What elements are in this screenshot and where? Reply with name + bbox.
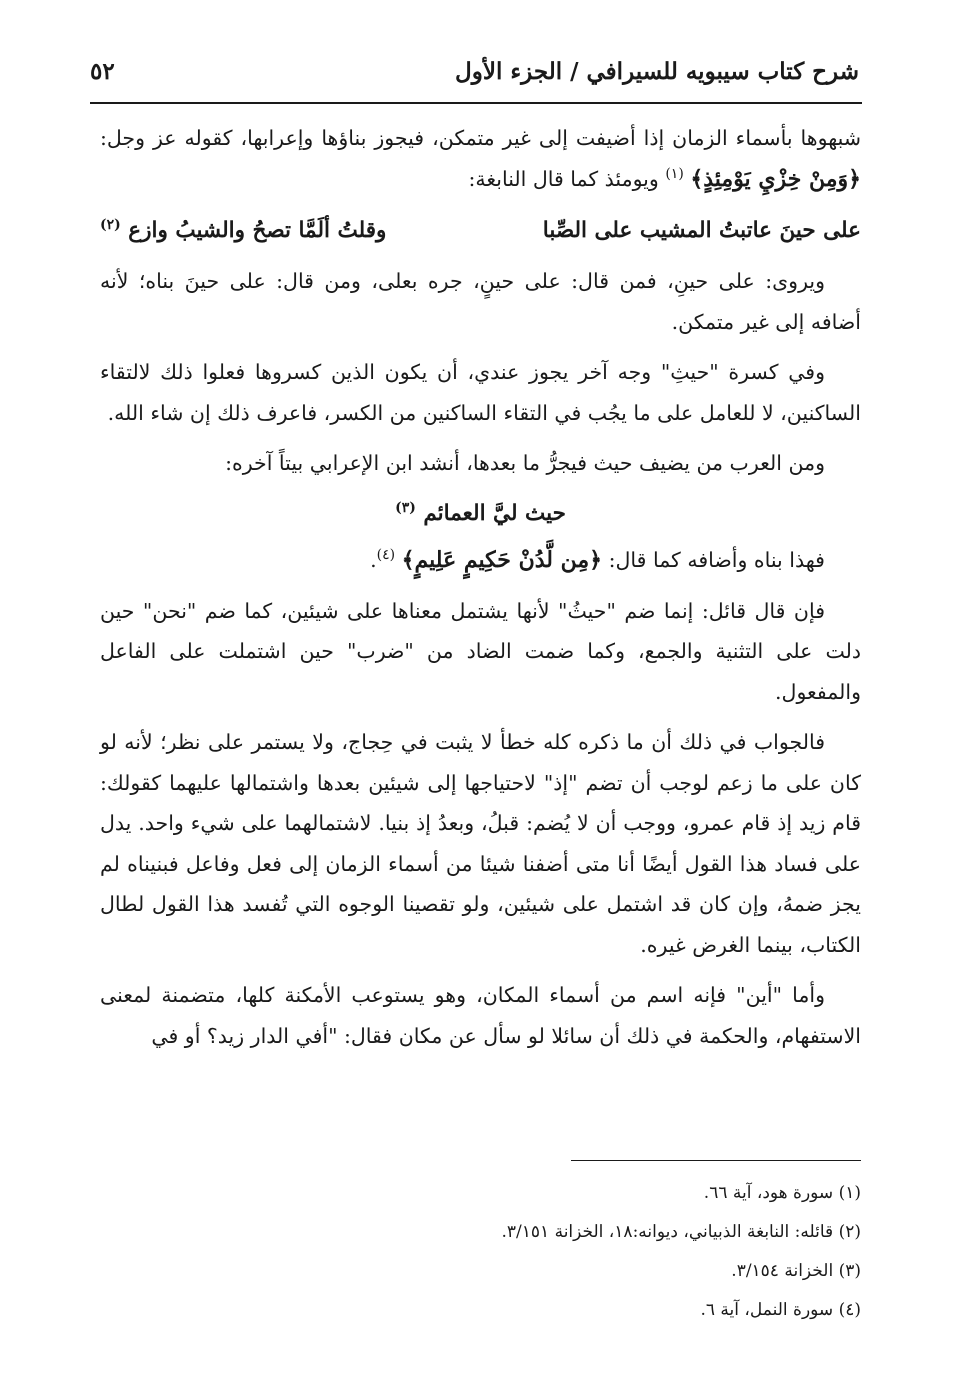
footnote-4: (٤) سورة النمل، آية ٦. <box>700 1300 861 1320</box>
running-title: شرح كتاب سيبويه للسيرافي / الجزء الأول <box>455 57 859 85</box>
paragraph-2: ويروى: على حينِ، فمن قال: على حينٍ، جره بعلى، ومن قال: على حينَ بناه؛ لأنه أضافه إلى غير متمكن. <box>100 269 861 334</box>
footnote-rule <box>571 1160 861 1161</box>
paragraph-3: وفي كسرة "حيثِ" وجه آخر يجوز عندي، أن يكون الذين كسروها فعلوا ذلك لالتقاء الساكنين، لا للعامل على ما يجُب في التقاء الساكنين من الكسر، فاعرف ذلك إن شاء الله. <box>100 360 861 425</box>
paragraph-6: فإن قال قائل: إنما ضم "حيثُ" لأنها يشتمل معناها على شيئين، كما ضم "نحن" حين دلت على التثنية والجمع، وكما ضمت الضاد من "ضرب" حين اشتملت على الفاعل والمفعول. <box>100 598 861 704</box>
footnote-3: (٣) الخزانة ٣/١٥٤. <box>731 1261 861 1281</box>
poem-hemistich-right: على حينَ عاتبتُ المشيب على الصِّبا <box>542 218 861 243</box>
paragraph-8: وأما "أين" فإنه اسم من أسماء المكان، وهو يستوعب الأمكنة كلها، متضمنة لمعنى الاستفهام، والحكمة في ذلك أن سائلا لو سأل عن مكان فقال: "أفي الدار زيد؟ أو في <box>100 983 861 1048</box>
page-header <box>90 50 859 92</box>
quran-quote-1: ﴿وَمِنْ خِزْيِ يَوْمِئِذٍ﴾ <box>690 165 861 192</box>
footnote-2: (٢) قائله: النابغة الذبياني، ديوانه:١٨، الخزانة ٣/١٥١. <box>501 1222 861 1242</box>
verse-fragment: حيث ليَّ العمائم $^{(٣)}$ <box>395 499 566 526</box>
quran-quote-2: ﴿مِن لَّدُنْ حَكِيمٍ عَلِيمٍ﴾ <box>401 547 603 573</box>
footnotes <box>300 1174 861 1330</box>
poem-hemistich-left: وقلتُ ألَمَّا تصحُ والشيبُ وازع $^{(٢)}$ <box>100 216 387 243</box>
footnote-ref-3: (٣) <box>395 499 416 516</box>
page-number: ٥٢ <box>90 57 115 85</box>
footnote-ref-2: (٢) <box>100 216 121 233</box>
paragraph-5: فهذا بناه وأضافه كما قال: ﴿مِن لَّدُنْ حَكِيمٍ عَلِيمٍ﴾ $^{(٤)}$. <box>370 547 825 573</box>
footnote-1: (١) سورة هود، آية ٦٦. <box>703 1183 861 1203</box>
header-rule <box>90 102 862 104</box>
paragraph-4: ومن العرب من يضيف حيث فيجرُّ ما بعدها، أنشد ابن الإعرابي بيتاً آخره: <box>225 451 825 475</box>
poem-verse-1 <box>100 209 861 253</box>
footnote-ref-4: (٤) <box>376 547 396 564</box>
main-text <box>100 118 861 1066</box>
footnote-ref-1: (١) <box>665 165 684 182</box>
paragraph-1: شبهوها بأسماء الزمان إذا أضيفت إلى غير متمكن، فيجوز بناؤها وإعرابها، كقوله عز وجل: ﴿وَمِنْ خِزْيِ يَوْمِئِذٍ﴾ $^{(١)}$ ويومئذ كما قال النابغة: <box>100 126 862 192</box>
paragraph-7: فالجواب في ذلك أن ما ذكره كله خطأ لا يثبت في حِجاج، ولا يستمر على نظر؛ لأنه لو كان على ما زعم لوجب أن تضم "إذ" لاحتياجها إلى شيئين بعدها واشتمالها عليهما كقولك: قام زيد إذ قام عمرو، ووجب أن لا يُضم: قبلُ، وبعدُ إذ بنيا. لاشتمالهما على شيء واحد. يدل على فساد هذا القول أيضًا أنا متى أضفنا شيئا من أسماء الزمان إلى فعل وفاعل فبنيناه لم يجز ضمهُ، وإن كان قد اشتمل على شيئين، ولو تقصينا الوجوه التي تُفسد هذا القول لطال الكتاب، بينما الغرض غيره. <box>100 730 861 957</box>
